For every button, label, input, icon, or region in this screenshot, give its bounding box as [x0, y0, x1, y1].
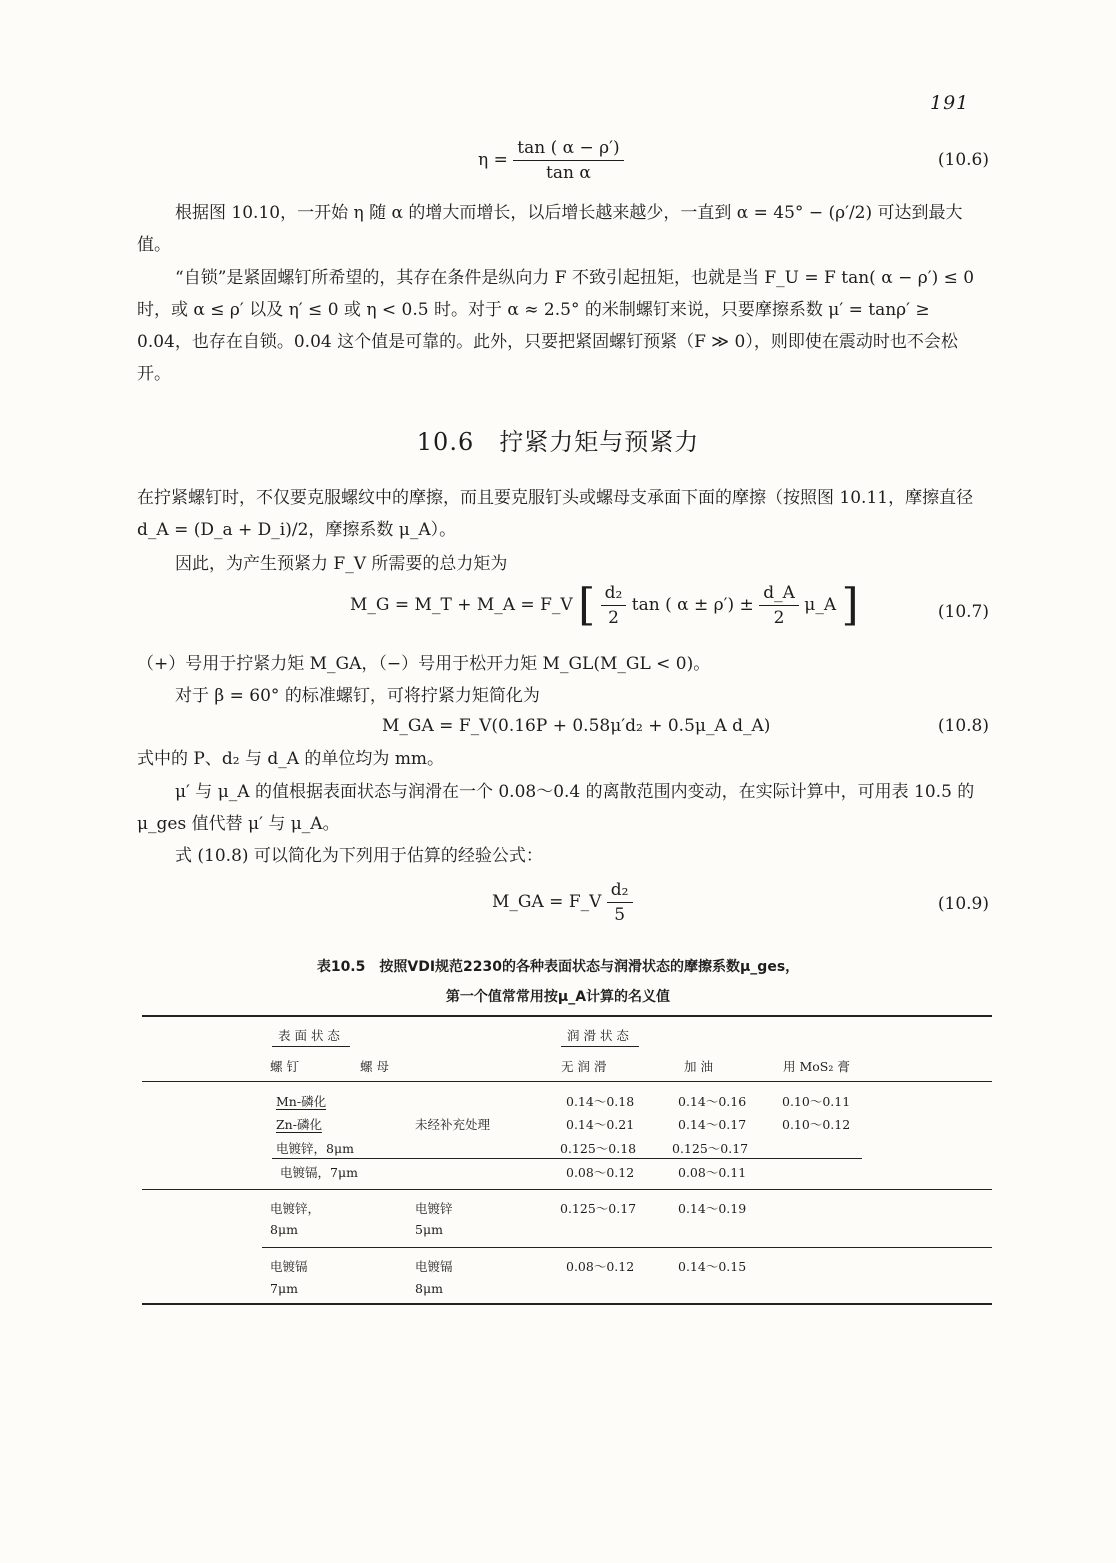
- group1-row2-mos2: 0.10～0.12: [782, 1117, 851, 1132]
- group1-bottom-rule: [142, 1189, 992, 1190]
- table-caption-line-2: 第一个值常常用按μ_A计算的名义值: [445, 989, 671, 1005]
- equation-10-7: [350, 579, 859, 631]
- group3-screw-line1: 电镀镉: [270, 1259, 308, 1274]
- group3-oil: 0.14～0.15: [678, 1259, 747, 1274]
- eq-10-7-tag: (10.7): [937, 602, 989, 622]
- table-caption-line-1: 表10.5 按照VDI规范2230的各种表面状态与润滑状态的摩擦系数μ_ges，: [316, 959, 800, 975]
- paragraph-sign-convention: （+）号用于拧紧力矩 M_GA，（−）号用于松开力矩 M_GL(M_GL < 0)。: [137, 654, 711, 674]
- eq-10-6-denominator: tan α: [546, 163, 591, 183]
- equation-10-9: [492, 880, 633, 925]
- eq-10-9-fraction: [607, 880, 633, 925]
- group1-row4-dry: 0.08～0.12: [566, 1165, 635, 1180]
- subheader-no-lubrication: 无 润 滑: [561, 1059, 607, 1074]
- group1-inner-rule: [272, 1158, 862, 1159]
- eq-10-9-lhs: M_GA = F_V: [492, 892, 602, 912]
- group1-row3-dry: 0.125～0.18: [560, 1141, 637, 1156]
- paragraph-empirical-intro: 式 (10.8) 可以简化为下列用于估算的经验公式：: [175, 846, 543, 866]
- subheader-oiled: 加 油: [684, 1059, 713, 1074]
- paragraph-standard-screw: 对于 β = 60° 的标准螺钉，可将拧紧力矩简化为: [175, 686, 540, 706]
- right-bracket: ]: [841, 579, 859, 631]
- group2-oil: 0.14～0.19: [678, 1201, 747, 1216]
- group1-row2-screw: Zn-磷化: [276, 1117, 322, 1132]
- eq-10-7-den-1: 2: [608, 608, 619, 628]
- eq-10-6-lhs: η =: [478, 150, 508, 170]
- eq-10-7-num-2: d_A: [759, 583, 799, 606]
- group2-nut-line1: 电镀锌: [415, 1201, 453, 1216]
- group1-row3-screw: 电镀锌，8μm: [276, 1141, 354, 1156]
- eq-10-7-fraction-1: [601, 583, 627, 628]
- group1-row1-screw: Mn-磷化: [276, 1094, 327, 1109]
- subheader-nut: 螺 母: [360, 1059, 389, 1074]
- table-top-rule: [142, 1015, 992, 1017]
- group2-dry: 0.125～0.17: [560, 1201, 637, 1216]
- paragraph-friction-range: μ′ 与 μ_A 的值根据表面状态与润滑在一个 0.08～0.4 的离散范围内变动，在实际计算中，可用表 10.5 的 μ_ges 值代替 μ′ 与 μ_A。: [137, 782, 975, 834]
- group3-nut-line1: 电镀镉: [415, 1259, 453, 1274]
- header-surface-state: 表 面 状 态: [272, 1026, 350, 1047]
- eq-10-6-numerator: tan ( α − ρ′): [513, 138, 623, 161]
- section-heading: 10.6 拧紧力矩与预紧力: [416, 428, 700, 456]
- group1-nut-untreated: 未经补充处理: [415, 1117, 491, 1132]
- left-bracket: [: [578, 579, 596, 631]
- group3-dry: 0.08～0.12: [566, 1259, 635, 1274]
- group2-screw-line2: 8μm: [270, 1222, 298, 1237]
- eq-10-6-tag: (10.6): [937, 150, 989, 170]
- eq-10-6-fraction: [513, 138, 623, 183]
- eq-10-9-denominator: 5: [614, 905, 626, 925]
- group1-row1-oil: 0.14～0.16: [678, 1094, 747, 1109]
- eq-10-7-num-1: d₂: [601, 583, 627, 606]
- eq-10-7-tail: μ_A: [804, 595, 837, 615]
- eq-10-9-numerator: d₂: [607, 880, 633, 903]
- header-lubrication-state: 润 滑 状 态: [561, 1026, 639, 1047]
- group3-nut-line2: 8μm: [415, 1281, 443, 1296]
- eq-10-7-fraction-2: [759, 583, 799, 628]
- eq-10-9-tag: (10.9): [937, 894, 989, 914]
- eq-10-7-den-2: 2: [773, 608, 785, 628]
- group2-nut-line2: 5μm: [415, 1222, 443, 1237]
- group1-row3-oil: 0.125～0.17: [672, 1141, 749, 1156]
- subheader-mos2: 用 MoS₂ 膏: [783, 1059, 850, 1074]
- subheader-screw: 螺 钉: [270, 1059, 299, 1074]
- paragraph-tightening-friction: 在拧紧螺钉时，不仅要克服螺纹中的摩擦，而且要克服钉头或螺母支承面下面的摩擦（按照图 10.11，摩擦直径 d_A = (D_a + D_i)/2，摩擦系数 μ_A）。: [137, 488, 974, 540]
- group2-screw-line1: 电镀锌，: [270, 1201, 321, 1216]
- equation-10-8: M_GA = F_V(0.16P + 0.58μ′d₂ + 0.5μ_A d_A): [382, 716, 771, 736]
- page-number: 191: [930, 92, 970, 114]
- group1-row4-screw: 电镀镉，7μm: [280, 1165, 358, 1180]
- group3-screw-line2: 7μm: [270, 1281, 298, 1296]
- eq-10-7-lhs: M_G = M_T + M_A = F_V: [350, 595, 573, 615]
- group1-row1-dry: 0.14～0.18: [566, 1094, 635, 1109]
- paragraph-total-torque-intro: 因此，为产生预紧力 F_V 所需要的总力矩为: [175, 554, 508, 574]
- paragraph-units: 式中的 P、d₂ 与 d_A 的单位均为 mm。: [137, 749, 445, 769]
- group1-row2-oil: 0.14～0.17: [678, 1117, 747, 1132]
- eq-10-7-mid: tan ( α ± ρ′) ±: [631, 595, 754, 615]
- equation-10-6: [478, 138, 624, 183]
- group2-bottom-rule: [262, 1247, 992, 1248]
- paragraph-max-efficiency: 根据图 10.10，一开始 η 随 α 的增大而增长，以后增长越来越少，一直到 α = 45° − (ρ′/2) 可达到最大值。: [137, 203, 963, 255]
- group1-row1-mos2: 0.10～0.11: [782, 1094, 851, 1109]
- group1-row2-dry: 0.14～0.21: [566, 1117, 635, 1132]
- header-rule: [142, 1081, 992, 1082]
- table-bottom-rule: [142, 1303, 992, 1305]
- eq-10-8-tag: (10.8): [937, 716, 989, 736]
- group1-row4-oil: 0.08～0.11: [678, 1165, 747, 1180]
- paragraph-self-locking: “自锁”是紧固螺钉所希望的，其存在条件是纵向力 F 不致引起扭矩，也就是当 F_U = F tan( α − ρ′) ≤ 0 时，或 α ≤ ρ′ 以及 η′ ≤ 0 或 η < 0.5 时。对于 α ≈ 2.5° 的米制螺钉来说，只要摩擦系数 μ′ = tanρ′ ≥ 0.04，也存在自锁。0.04 这个值是可靠的。此外，只要把紧固螺钉预紧（F ≫ 0），则即使在震动时也不会松开。: [137, 268, 975, 384]
